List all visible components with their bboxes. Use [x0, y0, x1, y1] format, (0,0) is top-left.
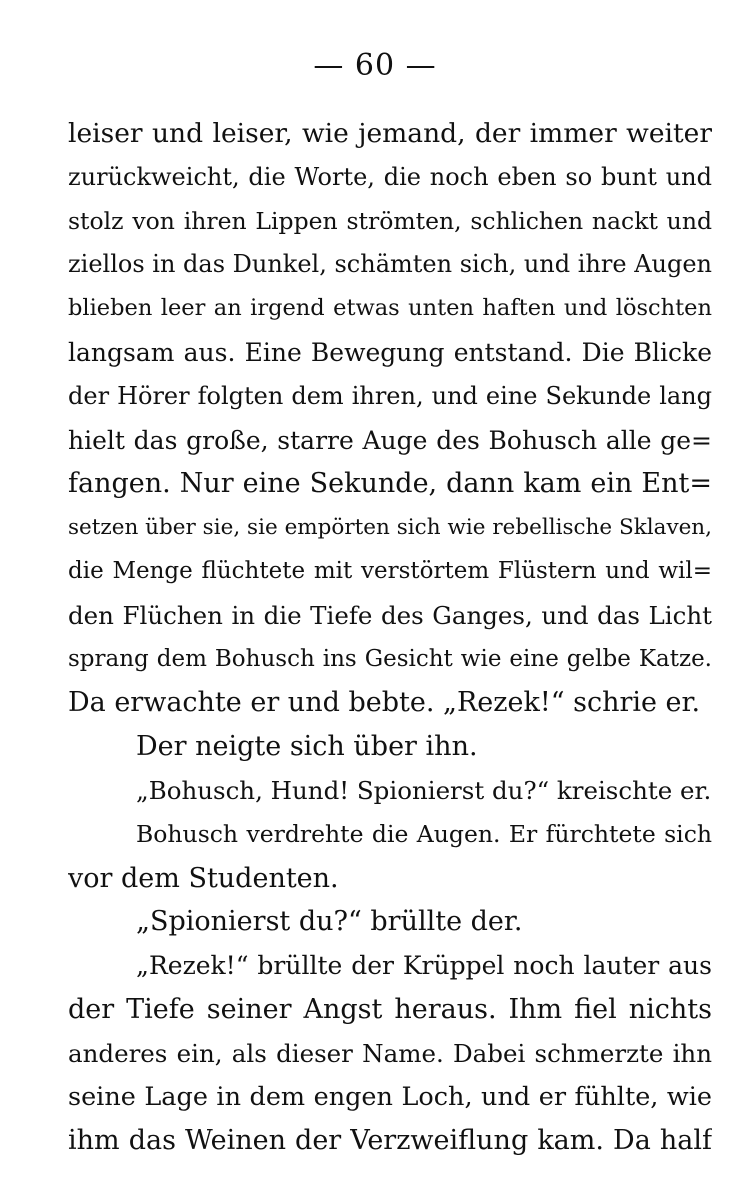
text-line-3: stolz von ihren Lippen strömten, schlichen nackt und: [68, 206, 712, 235]
text-line-15: Der neigte sich über ihn.: [136, 731, 478, 763]
body-text: [68, 112, 712, 1163]
text-line-22: anderes ein, als dieser Name. Dabei schmerzte ihn: [68, 1038, 712, 1068]
text-line-16: „Bohusch, Hund! Spionierst du?“ kreischte er.: [136, 775, 712, 805]
text-line-12: den Flüchen in die Tiefe des Ganges, und das Licht: [68, 600, 712, 630]
text-line-8: hielt das große, starre Auge des Bohusch alle ge=: [68, 425, 712, 455]
text-line-18: vor dem Studenten.: [68, 862, 339, 894]
text-line-9: fangen. Nur eine Sekunde, dann kam ein Ent=: [68, 468, 712, 500]
text-line-6: langsam aus. Eine Bewegung entstand. Die Blicke: [68, 337, 712, 367]
text-line-21: der Tiefe seiner Angst heraus. Ihm fiel nichts: [68, 993, 712, 1025]
text-line-23: seine Lage in dem engen Loch, und er fühlte, wie: [68, 1081, 712, 1112]
text-line-1: leiser und leiser, wie jemand, der immer weiter: [68, 118, 712, 149]
text-line-11: die Menge flüchtete mit verstörtem Flüstern und wil=: [68, 557, 712, 584]
text-line-17: Bohusch verdrehte die Augen. Er fürchtete sich: [136, 819, 712, 848]
text-line-13: sprang dem Bohusch ins Gesicht wie eine gelbe Katze.: [68, 645, 712, 672]
text-line-5: blieben leer an irgend etwas unten haften und löschten: [68, 295, 712, 322]
text-line-19: „Spionierst du?“ brüllte der.: [136, 906, 523, 938]
text-line-24: ihm das Weinen der Verzweiflung kam. Da half: [68, 1125, 712, 1157]
text-line-2: zurückweicht, die Worte, die noch eben so bunt und: [68, 162, 712, 191]
page-number: — 60 —: [313, 48, 437, 83]
text-line-7: der Hörer folgten dem ihren, und eine Sekunde lang: [68, 381, 712, 410]
text-line-4: ziellos in das Dunkel, schämten sich, und ihre Augen: [68, 250, 712, 279]
text-line-20: „Rezek!“ brüllte der Krüppel noch lauter aus: [136, 951, 712, 981]
text-line-10: setzen über sie, sie empörten sich wie rebellische Sklaven,: [68, 515, 712, 541]
text-line-14: Da erwachte er und bebte. „Rezek!“ schrie er.: [68, 687, 701, 719]
